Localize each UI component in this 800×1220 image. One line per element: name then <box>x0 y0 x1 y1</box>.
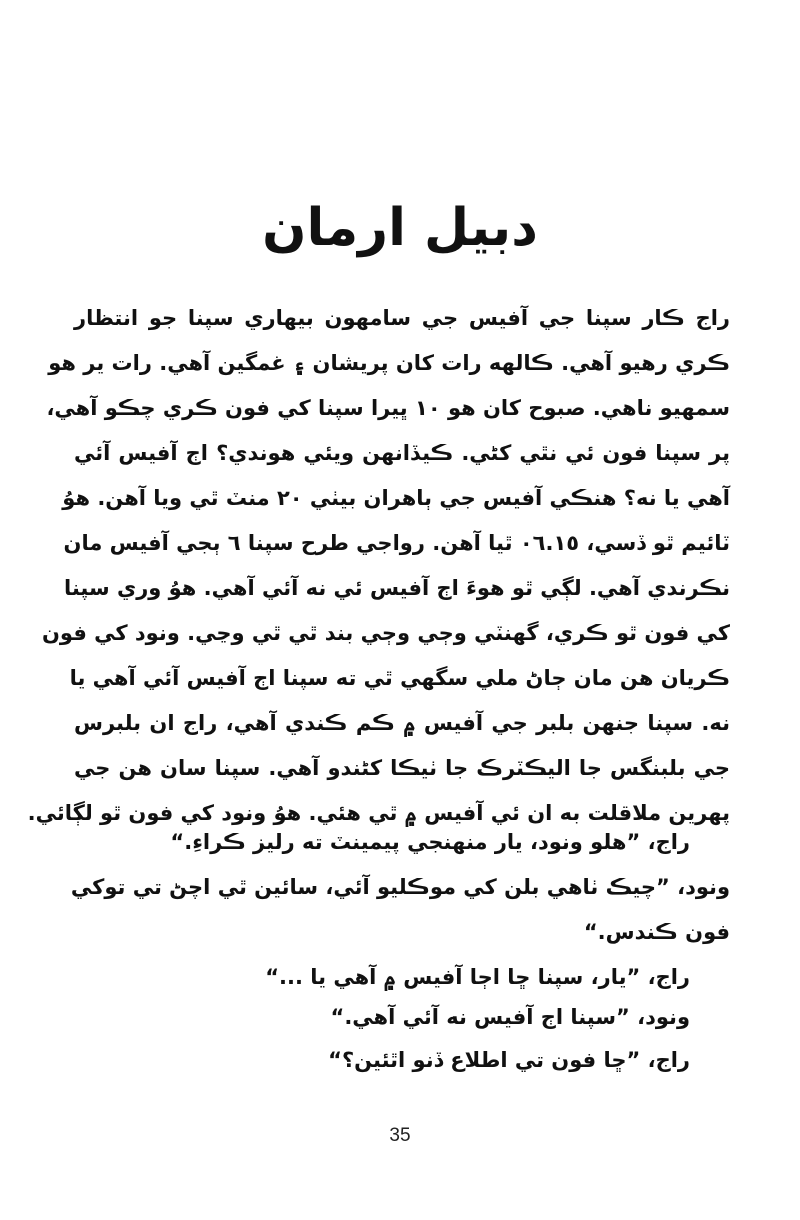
paragraph-line: پهرين ملاقلت به ان ئي آفيس ۾ ٿي هئي. هوُ ونود کي فون ٿو لڳائي. <box>27 801 730 825</box>
dialogue-text: ”چيڪ ٺاهي بلن کي موڪليو آئي، سائين ٿي اچڻ تي توکي <box>70 875 670 899</box>
dialogue-line <box>265 965 690 989</box>
dialogue-speaker: ونود، <box>637 1005 690 1029</box>
dialogue-text: فون ڪندس.“ <box>583 920 730 944</box>
chapter-title: دبيل ارمان <box>262 198 538 258</box>
dialogue-line <box>170 830 690 854</box>
paragraph-line: سمهيو ناهي. صبوح کان هو ١٠ ڀيرا سپنا کي فون ڪري چڪو آهي، <box>46 396 730 420</box>
dialogue-text: ”هلو ونود، يار منهنجي پيمينٽ ته رليز ڪراءِ.“ <box>170 830 641 854</box>
dialogue-line <box>70 875 730 899</box>
paragraph-line: ڪري رهيو آهي. ڪالهه رات کان پريشان ۽ غمگين آهي. رات ير هو <box>48 351 730 375</box>
dialogue-line <box>328 1048 690 1072</box>
paragraph-line: نڪرندي آهي. لڳي ٿو هوءَ اڄ آفيس ئي نه آئي آهي. هوُ وري سپنا <box>63 576 730 600</box>
paragraph-line: آهي يا نه؟ هنڪي آفيس جي ٻاهران بيٺي ٢٠ منٽ ٿي ويا آهن. هوُ <box>62 486 730 510</box>
paragraph-line: پر سپنا فون ئي نٿي کڻي. ڪيڏانهن ويئي هوندي؟ اڄ آفيس آئي <box>74 441 730 465</box>
dialogue-speaker: راج، <box>647 1048 690 1072</box>
page-number: 35 <box>389 1125 411 1146</box>
dialogue-speaker: ونود، <box>677 875 730 899</box>
paragraph-line: نه. سپنا جنهن بلبر جي آفيس ۾ ڪم ڪندي آهي، راج ان بلبرس <box>74 711 730 735</box>
dialogue-speaker: راج، <box>647 965 690 989</box>
body-paragraph <box>27 296 730 836</box>
paragraph-line: راج ڪار سپنا جي آفيس جي سامهون بيهاري سپنا جو انتظار <box>74 306 730 330</box>
dialogue-line-continuation <box>584 920 730 944</box>
dialogue-text: ”ڇا فون تي اطلاع ڏنو اٿئين؟“ <box>328 1048 641 1072</box>
paragraph-line: ڪريان هن مان ڄاڻ ملي سگهي ٿي ته سپنا اڄ آفيس آئي آهي يا <box>69 666 730 690</box>
paragraph-line: ٽائيم ٿو ڏسي، ٠٦.١٥ ٿيا آهن. رواجي طرح سپنا ٦ ٻجي آفيس مان <box>63 531 730 555</box>
paragraph-line: کي فون ٿو ڪري، گهنٽي وڄي وڄي بند ٿي ٿي وڃي. ونود کي فون <box>41 621 730 645</box>
paragraph-line: جي بلبنگس جا اليڪٽرڪ جا ٺيڪا کڻندو آهي. سپنا سان هن جي <box>74 756 730 780</box>
dialogue-text: ”سپنا اڄ آفيس نه آئي آهي.“ <box>330 1005 630 1029</box>
dialogue-speaker: راج، <box>647 830 690 854</box>
dialogue-text: ”يار، سپنا ڇا اڄا آفيس ۾ آهي يا ...“ <box>265 965 641 989</box>
dialogue-line <box>331 1005 690 1029</box>
